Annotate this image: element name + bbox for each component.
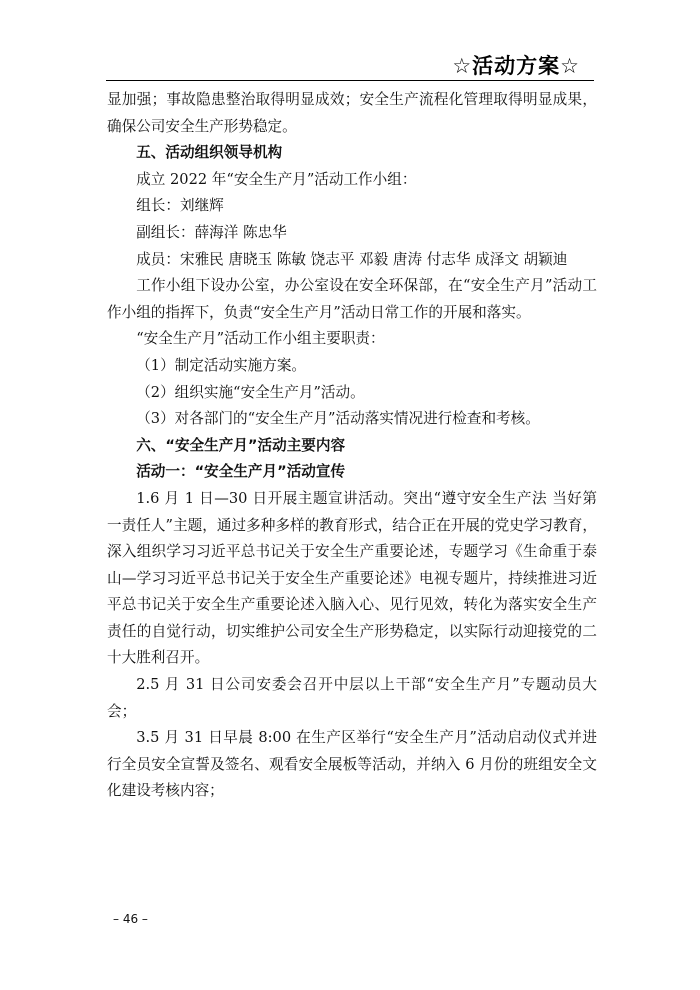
paragraph: 3.5 月 31 日早晨 8:00 在生产区举行“安全生产月”活动启动仪式并进行全员安全宣誓及签名、观看安全展板等活动，并纳入 6 月份的班组安全文化建设考核内容； bbox=[107, 729, 597, 800]
page-number: – 46 – bbox=[113, 912, 148, 926]
paragraph: 成立 2022 年“安全生产月”活动工作小组： bbox=[136, 170, 417, 188]
section-heading: 六、“安全生产月”活动主要内容 bbox=[136, 436, 346, 454]
paragraph: 2.5 月 31 日公司安委会召开中层以上干部“安全生产月”专题动员大会； bbox=[107, 676, 597, 720]
paragraph: 1.6 月 1 日—30 日开展主题宣讲活动。突出“遵守安全生产法 当好第一责任人”主题，通过多种多样的教育形式，结合正在开展的党史学习教育，深入组织学习习近平总书记关于安全生产重要论述，专题学习《生命重于泰山—学习习近平总书记关于安全生产重要论述》电视专题片，持续推进习近平总书记关于安全生产重要论述入脑入心、见行见效，转化为落实安全生产责任的自觉行动，切实维护公司安全生产形势稳定，以实际行动迎接党的二十大胜利召开。 bbox=[107, 489, 597, 667]
document-body bbox=[107, 87, 597, 805]
header-title: ☆活动方案☆ bbox=[452, 54, 580, 78]
list-item: （1）制定活动实施方案。 bbox=[136, 356, 307, 374]
paragraph: 成员：宋雅民 唐晓玉 陈敏 饶志平 邓毅 唐涛 付志华 成泽文 胡颖迪 bbox=[136, 250, 568, 268]
paragraph: 工作小组下设办公室，办公室设在安全环保部，在“安全生产月”活动工作小组的指挥下，负责“安全生产月”活动日常工作的开展和落实。 bbox=[107, 277, 597, 321]
subsection-heading: 活动一：“安全生产月”活动宣传 bbox=[136, 463, 346, 481]
paragraph: 副组长：薛海洋 陈忠华 bbox=[136, 223, 287, 241]
paragraph: 显加强；事故隐患整治取得明显成效；安全生产流程化管理取得明显成果，确保公司安全生产形势稳定。 bbox=[107, 91, 597, 135]
header-divider bbox=[106, 80, 594, 81]
list-item: （2）组织实施“安全生产月”活动。 bbox=[136, 383, 365, 401]
list-item: （3）对各部门的“安全生产月”活动落实情况进行检查和考核。 bbox=[136, 410, 540, 428]
paragraph: 组长：刘继辉 bbox=[136, 197, 224, 215]
section-heading: 五、活动组织领导机构 bbox=[136, 144, 283, 162]
paragraph: “安全生产月”活动工作小组主要职责： bbox=[136, 330, 385, 348]
